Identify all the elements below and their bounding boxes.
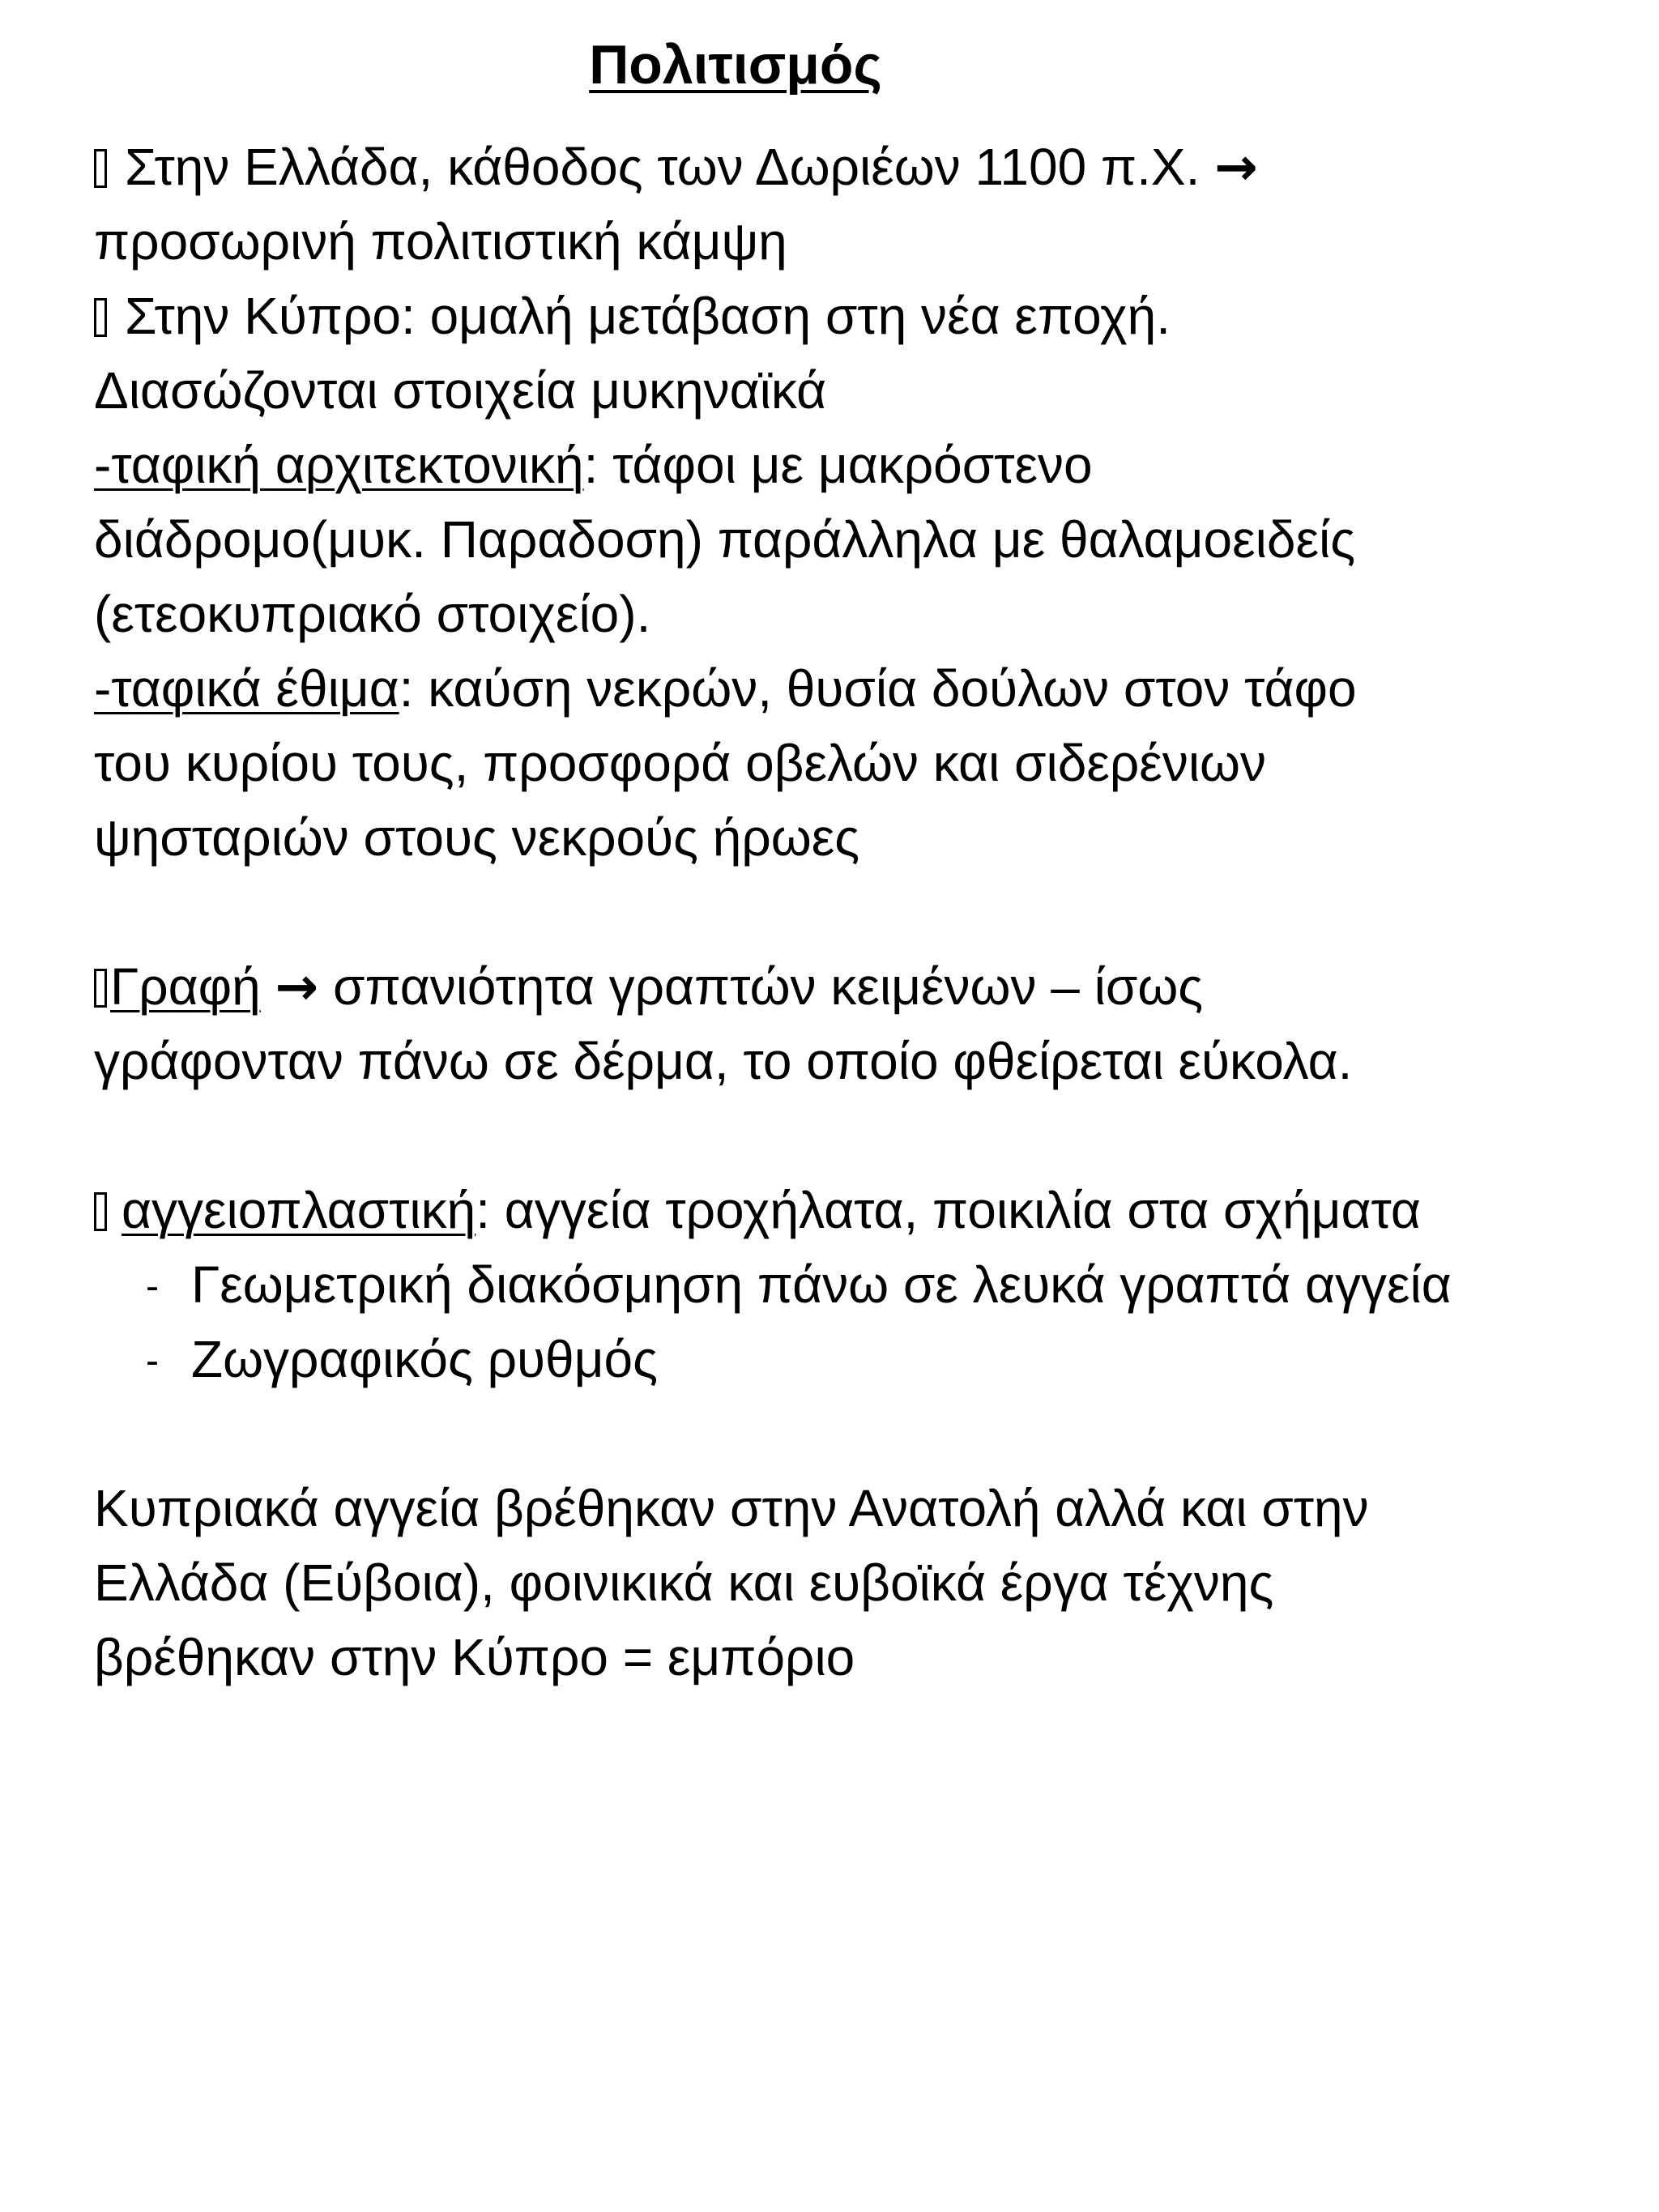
text-line [94, 279, 1171, 353]
section-heading: αγγειοπλαστική [122, 1181, 476, 1239]
text-span: : τάφοι με μακρόστενο [583, 436, 1093, 494]
section-heading: -ταφική αρχιτεκτονική [94, 436, 584, 494]
text-span: : καύση νεκρών, θυσία δούλων στον τάφο [399, 659, 1357, 718]
text-span: : αγγεία τροχήλατα, ποικιλία στα σχήματα [476, 1181, 1421, 1239]
text-line: Διασώζονται στοιχεία μυκηναϊκά [94, 361, 827, 420]
text-line: του κυρίου τους, προσφορά οβελών και σιδερένιων [94, 734, 1266, 792]
text-line: διάδρομο(μυκ. Παραδοση) παράλληλα με θαλαμοειδείς [94, 510, 1356, 569]
list-dash: - [146, 1340, 159, 1383]
list-item [146, 1247, 1452, 1324]
right-arrow-icon: → [275, 957, 319, 1017]
text-span: σπανιότητα γραπτών κειμένων – ίσως [332, 957, 1204, 1016]
list-item [146, 1322, 658, 1399]
text-line: ψησταριών στους νεκρούς ήρωες [94, 808, 860, 867]
section-heading: Γραφή [110, 957, 261, 1016]
unknown-glyph-box-icon [94, 969, 107, 1008]
right-arrow-icon: → [1214, 138, 1258, 198]
text-line [94, 130, 1258, 205]
page-title: Πολιτισμός [589, 34, 882, 96]
unknown-glyph-box-icon [94, 298, 107, 337]
unknown-glyph-box-icon [94, 149, 107, 188]
text-span: Ζωγραφικός ρυθμός [190, 1330, 658, 1388]
text-span: Γεωμετρική διακόσμηση πάνω σε λευκά γραπτά αγγεία [190, 1255, 1452, 1314]
text-line: Ελλάδα (Εύβοια), φοινικικά και ευβοϊκά έργα τέχνης [94, 1554, 1274, 1612]
text-span: Στην Ελλάδα, κάθοδος των Δωριέων 1100 π.Χ. [125, 138, 1201, 196]
list-dash: - [146, 1265, 159, 1308]
text-line [94, 949, 1203, 1025]
text-line [94, 428, 1093, 502]
text-line: γράφονταν πάνω σε δέρμα, το οποίο φθείρεται εύκολα. [94, 1032, 1353, 1090]
text-line [94, 1173, 1421, 1247]
text-line: (ετεοκυπριακό στοιχείο). [94, 585, 651, 643]
text-line: προσωρινή πολιτιστική κάμψη [94, 212, 787, 271]
unknown-glyph-box-icon [94, 1192, 107, 1231]
section-heading: -ταφικά έθιμα [94, 659, 399, 718]
text-line [94, 651, 1357, 726]
text-line: Κυπριακά αγγεία βρέθηκαν στην Ανατολή αλλά και στην [94, 1479, 1369, 1537]
text-span: Στην Κύπρο: ομαλή μετάβαση στη νέα εποχή. [125, 287, 1171, 345]
text-line: βρέθηκαν στην Κύπρο = εμπόριο [94, 1628, 855, 1686]
